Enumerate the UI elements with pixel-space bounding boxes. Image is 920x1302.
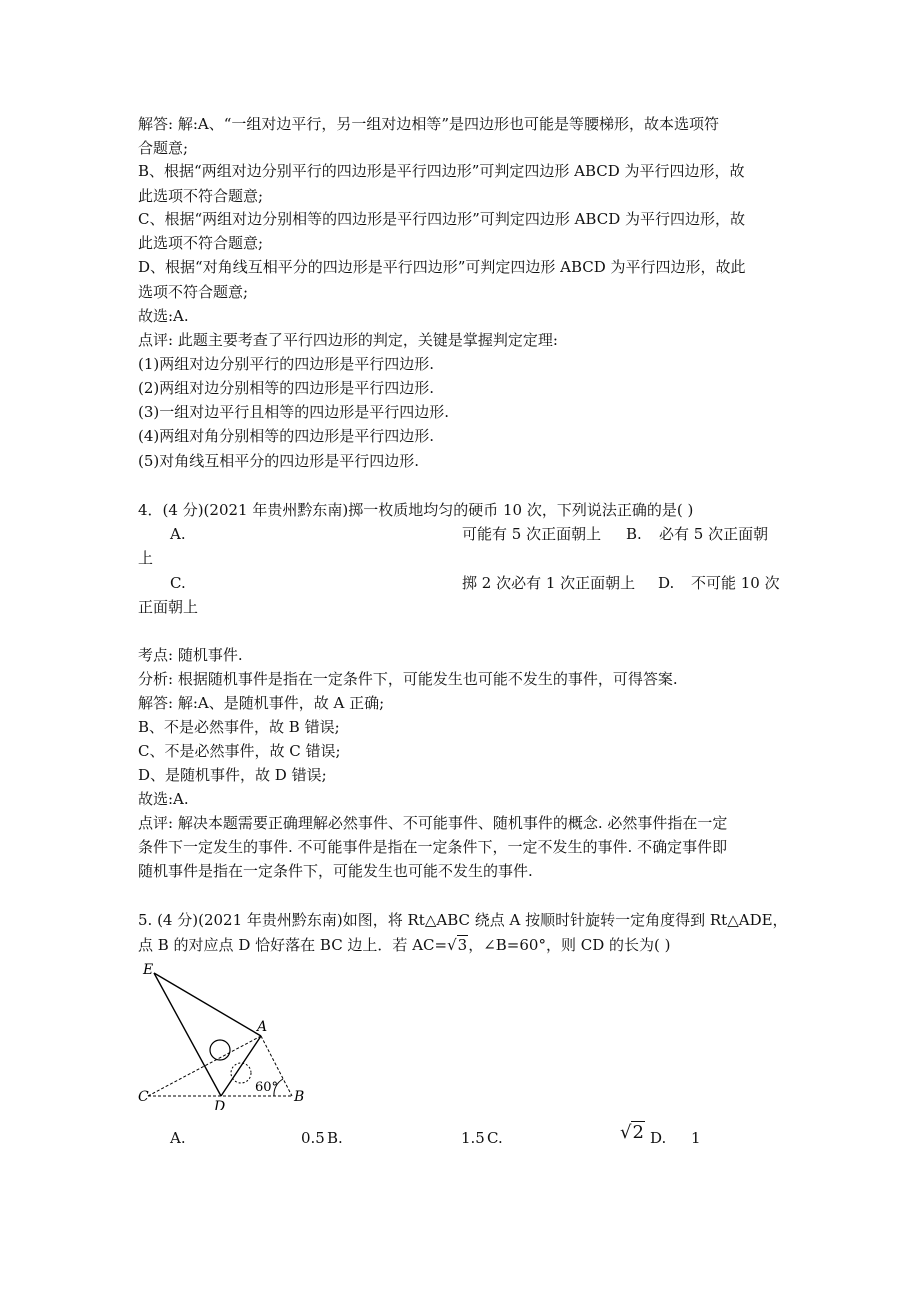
label-c: C [138, 1089, 149, 1105]
segment-ed [154, 973, 221, 1096]
inner-circle-solid [210, 1040, 230, 1060]
q3-comment: 点评: 此题主要考查了平行四边形的判定，关键是掌握判定定理: [138, 331, 558, 349]
q5-option-d-value: 1 [691, 1129, 701, 1147]
q4-option-c-label: C. [170, 574, 186, 592]
q4-solution-b: B、不是必然事件，故 B 错误; [138, 718, 340, 736]
label-e: E [143, 962, 154, 978]
q5-option-c-label: C. [487, 1129, 503, 1147]
q4-option-d-text: 不可能 10 次 [691, 574, 780, 592]
q3-solution-line-4: 此选项不符合题意; [138, 187, 264, 205]
q4-solution-d: D、是随机事件，故 D 错误; [138, 766, 327, 784]
q4-comment-3: 随机事件是指在一定条件下，可能发生也可能不发生的事件. [138, 862, 533, 880]
q5-option-b-value: 1.5 [461, 1129, 485, 1147]
q5-option-a-value: 0.5 [301, 1129, 325, 1147]
segment-ea [154, 973, 261, 1036]
q4-solution-c: C、不是必然事件，故 C 错误; [138, 742, 341, 760]
q3-theorem-1: (1)两组对边分别平行的四边形是平行四边形. [138, 355, 435, 373]
q4-comment-1: 点评: 解决本题需要正确理解必然事件、不可能事件、随机事件的概念. 必然事件指在一定 [138, 814, 728, 832]
q4-option-a-text: 可能有 5 次正面朝上 [462, 525, 602, 543]
q3-solution-line-2: 合题意; [138, 139, 189, 157]
q5-stem-line-2 [138, 935, 670, 955]
q3-theorem-2: (2)两组对边分别相等的四边形是平行四边形. [138, 379, 435, 397]
q4-option-c-text: 掷 2 次必有 1 次正面朝上 [462, 574, 636, 592]
q5-figure [134, 960, 314, 1110]
label-a: A [257, 1019, 268, 1035]
q3-solution-line-5: C、根据“两组对边分别相等的四边形是平行四边形”可判定四边形 ABCD 为平行四边形，故 [138, 210, 745, 228]
q4-analysis: 分析: 根据随机事件是指在一定条件下，可能发生也可能不发生的事件，可得答案. [138, 670, 678, 688]
q5-option-b-label: B. [327, 1129, 343, 1147]
q3-theorem-4: (4)两组对角分别相等的四边形是平行四边形. [138, 427, 435, 445]
q5-option-c-value [620, 1123, 645, 1143]
sqrt-3: √3 [447, 936, 468, 954]
q4-comment-2: 条件下一定发生的事件. 不可能事件是指在一定条件下，一定不发生的事件. 不确定事件即 [138, 838, 728, 856]
q4-option-a-label: A. [170, 525, 186, 543]
label-angle-60: 60° [255, 1080, 279, 1095]
q5-stem-line-1: 5. (4 分)(2021 年贵州黔东南)如图，将 Rt△ABC 绕点 A 按顺时针旋转一定角度得到 Rt△ADE， [138, 911, 788, 929]
label-b: B [294, 1089, 305, 1105]
q4-option-b-continuation: 上 [138, 549, 154, 567]
q4-option-b-text: 必有 5 次正面朝 [659, 525, 769, 543]
q3-solution-line-6: 此选项不符合题意; [138, 234, 264, 252]
q4-solution-a: 解答: 解:A、是随机事件，故 A 正确; [138, 694, 385, 712]
sqrt-2: √2 [620, 1122, 644, 1143]
q3-solution-line-1: 解答: 解:A、“一组对边平行，另一组对边相等”是四边形也可能是等腰梯形，故本选项符 [138, 115, 720, 133]
q4-stem: 4．(4 分)(2021 年贵州黔东南)掷一枚质地均匀的硬币 10 次，下列说法正确的是( ) [138, 501, 694, 519]
q4-option-d-continuation: 正面朝上 [138, 598, 199, 616]
q4-kaodian: 考点: 随机事件. [138, 646, 243, 664]
q3-solution-line-3: B、根据“两组对边分别平行的四边形是平行四边形”可判定四边形 ABCD 为平行四边形，故 [138, 162, 745, 180]
q3-solution-line-7: D、根据“对角线互相平分的四边形是平行四边形”可判定四边形 ABCD 为平行四边形，故此 [138, 258, 746, 276]
q4-option-b-label: B. [626, 525, 642, 543]
q5-option-d-label: D. [650, 1129, 667, 1147]
q3-answer: 故选:A. [138, 307, 189, 325]
q3-theorem-5: (5)对角线互相平分的四边形是平行四边形. [138, 452, 420, 470]
q4-option-d-label: D. [658, 574, 675, 592]
q5-stem-text-b: ，∠B=60°，则 CD 的长为( ) [468, 936, 671, 954]
sqrt-2-radicand: 2 [632, 1122, 644, 1143]
q3-theorem-3: (3)一组对边平行且相等的四边形是平行四边形. [138, 403, 450, 421]
label-d: D [214, 1099, 226, 1110]
q5-stem-text-a: 点 B 的对应点 D 恰好落在 BC 边上．若 AC= [138, 936, 448, 954]
sqrt-3-radicand: 3 [457, 936, 468, 954]
q5-option-a-label: A. [170, 1129, 186, 1147]
q4-answer: 故选:A. [138, 790, 189, 808]
q3-solution-line-8: 选项不符合题意; [138, 283, 249, 301]
